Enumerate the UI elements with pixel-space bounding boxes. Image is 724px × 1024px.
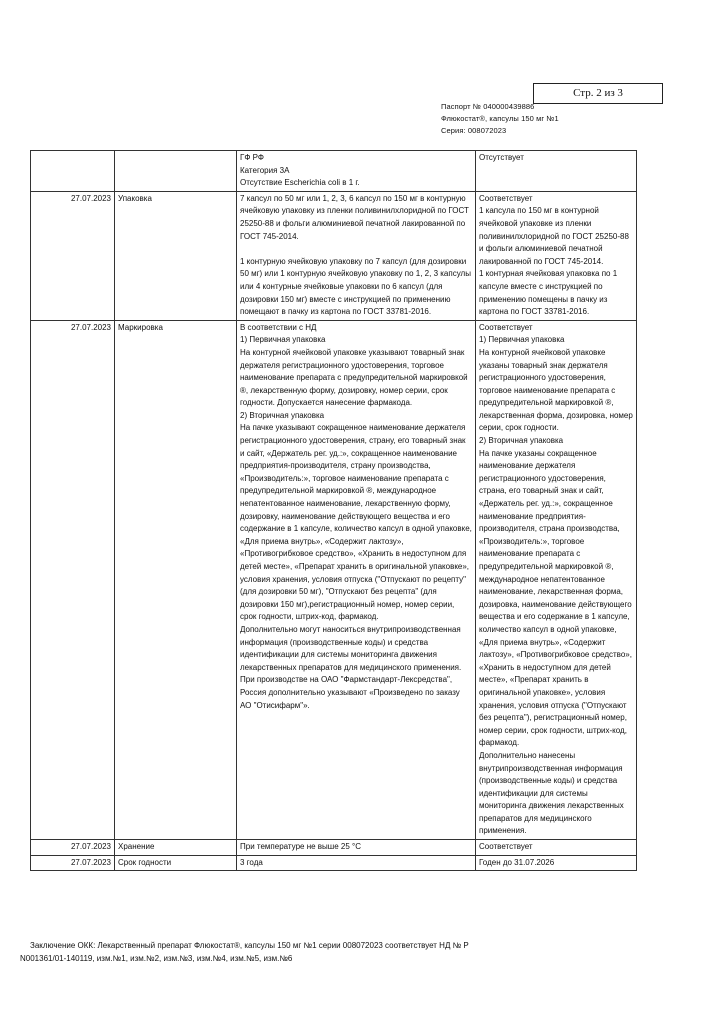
nd-requirement <box>237 855 476 871</box>
paragraph-gap <box>240 243 472 256</box>
result-paragraph: Соответствует <box>479 842 533 852</box>
test-name: Хранение <box>115 840 237 856</box>
requirement-paragraph: В соответствии с НД <box>240 322 317 332</box>
result-paragraph: 2) Вторичная упаковка <box>479 436 564 446</box>
test-name: Маркировка <box>115 320 237 839</box>
requirement-paragraph: 7 капсул по 50 мг или 1, 2, 3, 6 капсул по 150 мг в контурную ячейковую упаковку из пленки поливинилхлоридной по ГОСТ 25250-88 и фольги алюминиевой печатной лакированной по ГОСТ 745-2014. <box>240 193 469 241</box>
passport-number: Паспорт № 040000439886 <box>441 102 535 111</box>
nd-requirement <box>237 840 476 856</box>
requirement-paragraph: На контурной ячейковой упаковке указывают товарный знак держателя регистрационного удостоверения, торговое наименование препарата с предупредительной маркировкой ®, лекарственную форму, дозировку, номер серии, срок годности. Допускается нанесение фармакода. <box>240 347 468 408</box>
requirement-paragraph: Дополнительно могут наноситься внутрипроизводственная информация (производственные коды) и средства идентификации для системы мониторинга движения лекарственных препаратов для медицинского применения. <box>240 624 462 672</box>
result-paragraph: Годен до 31.07.2026 <box>479 857 555 867</box>
nd-requirement <box>237 151 476 192</box>
table-row <box>31 151 637 192</box>
requirement-paragraph: 2) Вторичная упаковка <box>240 410 325 420</box>
test-date <box>31 151 115 192</box>
document-header <box>441 101 559 137</box>
test-result <box>476 191 637 320</box>
qc-conclusion <box>20 939 520 965</box>
test-date: 27.07.2023 <box>31 840 115 856</box>
requirement-paragraph: 1) Первичная упаковка <box>240 335 326 345</box>
table-row <box>31 191 637 320</box>
result-paragraph: 1) Первичная упаковка <box>479 335 565 345</box>
table-row <box>31 840 637 856</box>
result-paragraph: Соответствует <box>479 322 533 332</box>
test-date: 27.07.2023 <box>31 855 115 871</box>
requirement-paragraph: 1 контурную ячейковую упаковку по 7 капсул (для дозировки 50 мг) или 1 контурную ячейковую упаковку по 1, 2, 3 капсулы или 4 контурные ячейковые упаковки по 6 капсул (для дозировки 150 мг) вместе с инструкцией по применению помещают в пачку из картона по ГОСТ 33781-2016. <box>240 256 471 317</box>
requirement-paragraph: 3 года <box>240 857 263 867</box>
table-row <box>31 320 637 839</box>
conclusion-line-1: Заключение ОКК: Лекарственный препарат Флюкостат®, капсулы 150 мг №1 серии 008072023 соответствует НД № Р <box>30 941 469 950</box>
product-name: Флюкостат®, капсулы 150 мг №1 <box>441 114 559 123</box>
result-paragraph: Отсутствует <box>479 153 524 162</box>
result-paragraph: На пачке указаны сокращенное наименование держателя регистрационного удостоверения, страна, его товарный знак и сайт, «Держатель рег. уд.:», сокращенное наименование предприятия-производителя, страна производства, «Производитель:», торговое наименование препарата с предупредительной маркировкой ®, международное непатентованное наименование, лекарственная форма, дозировка, наименование действующего вещества и его содержание в 1 капсуле, количество капсул в одной упаковке, «Для приема внутрь», «Содержит лактозу», «Противогрибковое средство», «Хранить в недоступном для детей месте», «Препарат хранить в оригинальной упаковке», условия хранения, условия отпуска ("Отпускают без рецепта"), регистрационный номер, номер серии, срок годности, штрих-код, фармакод. <box>479 448 632 748</box>
result-paragraph: 1 контурная ячейковая упаковка по 1 капсуле вместе с инструкцией по применению помещены в пачку из картона по ГОСТ 33781-2016. <box>479 269 618 317</box>
requirement-paragraph: Отсутствие Escherichia coli в 1 г. <box>240 178 360 188</box>
test-result <box>476 840 637 856</box>
result-paragraph: 1 капсула по 150 мг в контурной ячейковой упаковке из пленки поливинилхлоридной по ГОСТ 25250-88 и фольги алюминиевой печатной лакированной по ГОСТ 745-2014. <box>479 206 629 266</box>
test-date: 27.07.2023 <box>31 191 115 320</box>
test-name: Срок годности <box>115 855 237 871</box>
result-paragraph: Соответствует <box>479 193 533 203</box>
requirement-paragraph: При температуре не выше 25 °С <box>240 842 361 852</box>
nd-requirement <box>237 191 476 320</box>
test-result <box>476 855 637 871</box>
requirement-paragraph: На пачке указывают сокращенное наименование держателя регистрационного удостоверения, страну, его товарный знак и сайт, «Держатель рег. уд.:», сокращенное наименование предприятия-производителя, страну производства, «Производитель:», торговое наименование препарата с предупредительной маркировкой ®, международное непатентованное наименование, лекарственную форму, дозировку, наименование действующего вещества и его содержание в 1 капсуле, количество капсул в одной упаковке, «Для приема внутрь», «Содержит лактозу», «Противогрибковое средство», «Хранить в недоступном для детей месте», «Препарат хранить в оригинальной упаковке», условия хранения, условия отпуска ("Отпускают по рецепту" (для дозировки 50 мг), "Отпускают без рецепта" (для дозировки 150 мг),регистрационный номер, номер серии, срок годности, штрих-код, фармакод. <box>240 423 472 622</box>
result-paragraph: Дополнительно нанесены внутрипроизводственная информация (производственные коды) и средства идентификации для системы мониторинга движения лекарственных препаратов для медицинского применения. <box>479 750 624 836</box>
test-name <box>115 151 237 192</box>
test-name: Упаковка <box>115 191 237 320</box>
test-result <box>476 320 637 839</box>
quality-control-table <box>30 150 637 871</box>
table-row <box>31 855 637 871</box>
requirement-paragraph: Категория 3А <box>240 165 290 175</box>
conclusion-line-2: N001361/01-140119, изм.№1, изм.№2, изм.№3, изм.№4, изм.№5, изм.№6 <box>20 954 293 963</box>
requirement-paragraph: ГФ РФ <box>240 153 264 162</box>
test-date: 27.07.2023 <box>31 320 115 839</box>
requirement-paragraph: При производстве на ОАО "Фармстандарт-Лексредства", Россия дополнительно указывают «Произведено по заказу АО "Отисифарм"». <box>240 675 460 710</box>
result-paragraph: На контурной ячейковой упаковке указаны товарный знак держателя регистрационного удостоверения, торговое наименование препарата с предупредительной маркировкой ®, лекарственная форма, дозировка, номер серии, срок годности. <box>479 347 633 433</box>
test-result <box>476 151 637 192</box>
page-number-box: Стр. 2 из 3 <box>533 83 663 104</box>
nd-requirement <box>237 320 476 839</box>
series-number: Серия: 008072023 <box>441 126 507 135</box>
